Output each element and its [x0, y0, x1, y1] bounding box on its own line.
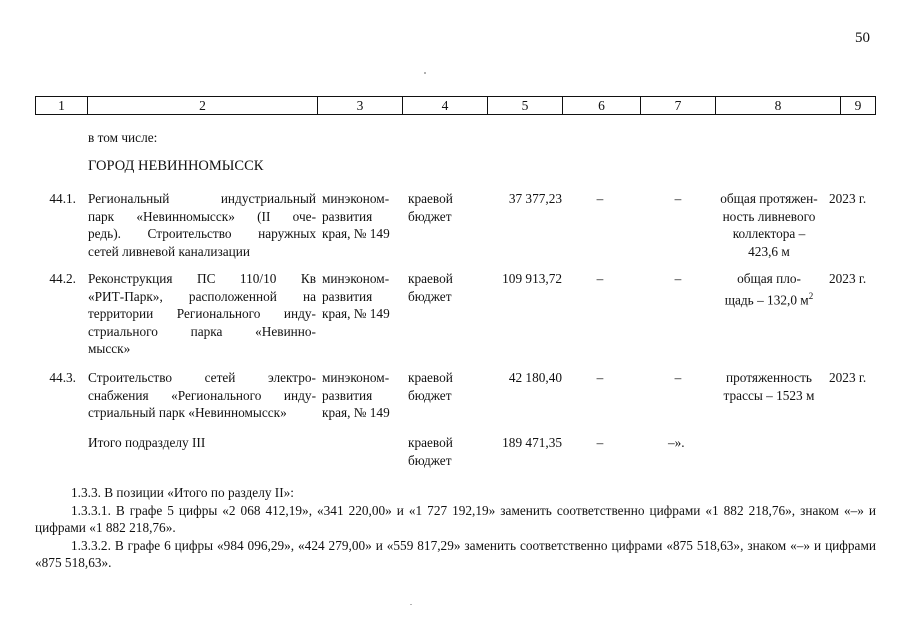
- paragraph-2: 1.3.3.1. В графе 5 цифры «2 068 412,19», «341 220,00» и «1 727 192,19» заменить соответственно цифрами «1 882 218,76», знаком «–» и цифрами «1 882 218,76».: [35, 502, 876, 535]
- result-line: общая пло-: [737, 271, 801, 286]
- result-line: коллектора –: [732, 226, 806, 241]
- row-number: 44.2.: [49, 271, 76, 286]
- description-line: территории Регионального инду-: [88, 306, 316, 321]
- scan-speck: [424, 72, 426, 74]
- row-col7: –: [674, 370, 682, 385]
- description-line: «РИТ-Парк», расположенной на: [88, 288, 316, 304]
- row-year: 2023 г.: [829, 370, 867, 385]
- ministry-line: минэконом-: [322, 370, 390, 385]
- header-cell: 9: [854, 98, 862, 113]
- budget-line: бюджет: [408, 208, 452, 224]
- description-line: Строительство сетей электро-: [88, 370, 316, 385]
- row-col6: –: [596, 370, 604, 385]
- result-line: общая протяжен-: [720, 191, 818, 206]
- row-amount: 109 913,72: [502, 271, 562, 286]
- header-cell: 5: [488, 97, 563, 114]
- row-result: [714, 190, 824, 260]
- ministry-line: развития: [322, 387, 373, 403]
- description-line: стриального парка «Невинно-: [88, 323, 316, 339]
- budget-line: бюджет: [408, 387, 452, 403]
- result-superscript: 2: [808, 290, 814, 301]
- budget-line: краевой: [408, 370, 453, 385]
- row-ministry: [322, 270, 404, 323]
- result-line: 423,6 м: [748, 243, 790, 259]
- result-line: протяженность: [726, 370, 812, 385]
- description-line: Реконструкция ПС 110/10 Кв: [88, 271, 316, 286]
- result-line: ность ливневого: [722, 208, 816, 224]
- description-line: парк «Невинномысск» (II оче-: [88, 208, 316, 224]
- header-cell: 6: [563, 97, 641, 114]
- row-col6: –: [596, 191, 604, 206]
- description-line: снабжения «Регионального инду-: [88, 387, 316, 403]
- row-budget: [408, 270, 478, 305]
- description-line: редь). Строительство наружных: [88, 226, 316, 241]
- row-result: [714, 270, 824, 308]
- total-col7: –».: [668, 435, 685, 450]
- row-result: [714, 369, 824, 404]
- budget-line: краевой: [408, 435, 453, 450]
- header-cell: 8: [716, 97, 841, 114]
- row-description: [88, 270, 316, 358]
- header-cell: 2: [88, 97, 318, 114]
- total-col6: –: [596, 435, 604, 450]
- ministry-line: края, № 149: [322, 306, 390, 321]
- row-budget: [408, 190, 478, 225]
- row-col6: –: [596, 271, 604, 286]
- including-label: в том числе:: [88, 130, 158, 145]
- row-description: [88, 369, 316, 422]
- row-year: 2023 г.: [829, 191, 867, 206]
- description-line: стриальный парк «Невинномысск»: [88, 405, 287, 420]
- city-title: ГОРОД НЕВИННОМЫССК: [88, 158, 264, 174]
- scan-speck: [410, 604, 412, 605]
- ministry-line: минэконом-: [322, 271, 390, 286]
- budget-line: краевой: [408, 191, 453, 206]
- budget-line: краевой: [408, 271, 453, 286]
- row-col7: –: [674, 191, 682, 206]
- result-text: щадь – 132,0 м: [724, 291, 809, 307]
- total-label: Итого подразделу III: [88, 435, 206, 450]
- header-cell: 7: [641, 97, 716, 114]
- row-year: 2023 г.: [829, 271, 867, 286]
- row-number: 44.3.: [49, 370, 76, 385]
- row-col7: –: [674, 271, 682, 286]
- header-cell: 1: [36, 97, 88, 114]
- row-budget: [408, 369, 478, 404]
- ministry-line: развития: [322, 208, 373, 224]
- row-amount: 37 377,23: [508, 191, 562, 206]
- description-line: сетей ливневой канализации: [88, 243, 250, 259]
- description-line: Региональный индустриальный: [88, 191, 316, 206]
- budget-line: бюджет: [408, 452, 452, 468]
- paragraph-3: 1.3.3.2. В графе 6 цифры «984 096,29», «424 279,00» и «559 817,29» заменить соответственно цифрами «875 518,63», знаком «–» и цифрами «875 518,63».: [35, 537, 876, 570]
- page-number: 50: [855, 30, 870, 46]
- budget-line: бюджет: [408, 288, 452, 304]
- result-line-with-unit: [714, 288, 824, 309]
- description-line: мысск»: [88, 341, 131, 356]
- row-ministry: [322, 190, 404, 243]
- ministry-line: развития: [322, 288, 373, 304]
- result-line: трассы – 1523 м: [723, 387, 815, 403]
- row-amount: 42 180,40: [508, 370, 562, 385]
- header-cell: 4: [403, 97, 488, 114]
- total-amount: 189 471,35: [502, 435, 562, 450]
- total-budget: [408, 434, 478, 469]
- row-description: [88, 190, 316, 260]
- row-ministry: [322, 369, 404, 422]
- table-header-row: [35, 96, 876, 115]
- amendment-paragraph: [35, 484, 876, 572]
- ministry-line: края, № 149: [322, 226, 390, 241]
- paragraph-1: 1.3.3. В позиции «Итого по разделу II»:: [71, 485, 294, 500]
- row-number: 44.1.: [49, 191, 76, 206]
- ministry-line: минэконом-: [322, 191, 390, 206]
- header-cell: 3: [318, 97, 403, 114]
- ministry-line: края, № 149: [322, 405, 390, 420]
